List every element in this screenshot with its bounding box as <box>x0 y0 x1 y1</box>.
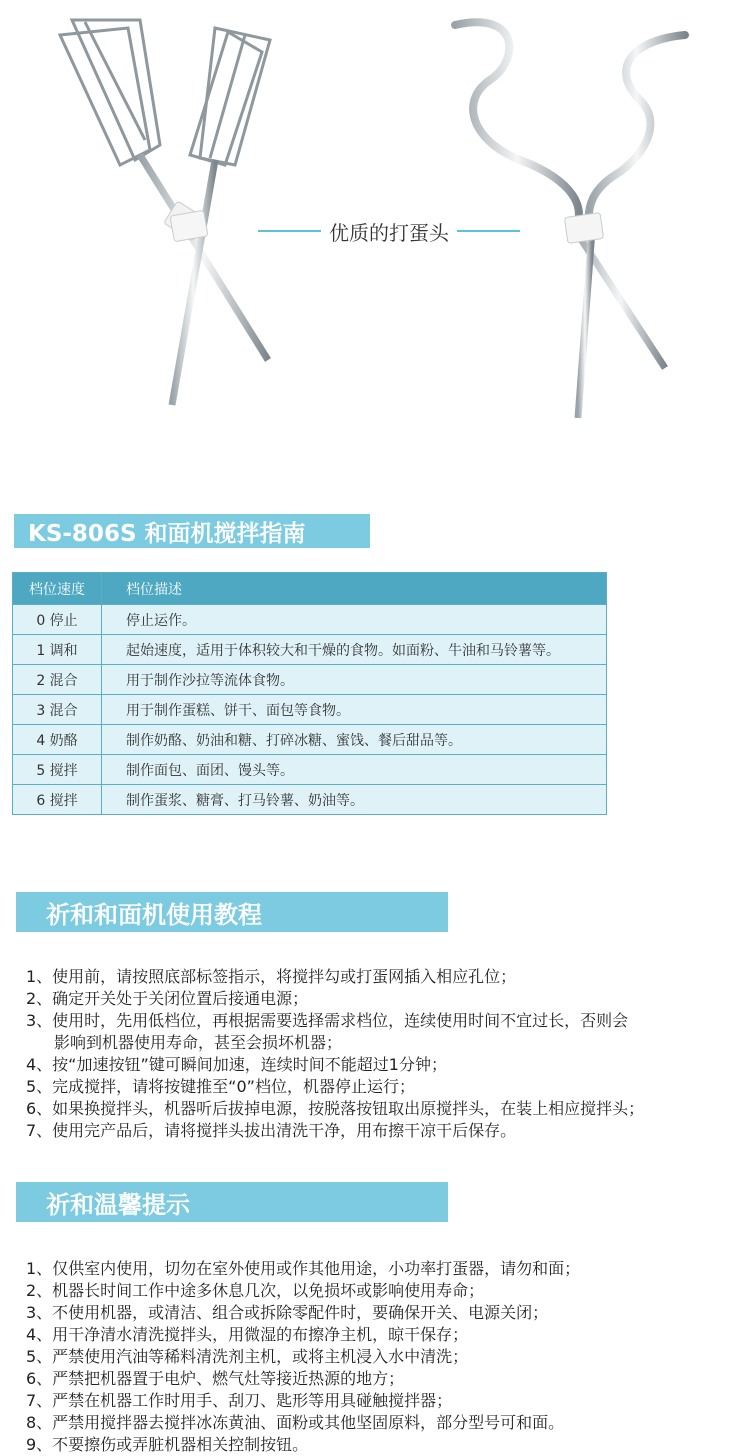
tutorial-title: 祈和和面机使用教程 <box>16 892 448 932</box>
row-speed: 4 奶酪 <box>13 725 102 755</box>
list-item: 5、严禁使用汽油等稀料清洗剂主机，或将主机浸入水中清洗； <box>26 1347 469 1366</box>
hero-caption <box>258 216 520 246</box>
row-speed: 0 停止 <box>13 605 102 635</box>
row-desc: 制作奶酪、奶油和糖、打碎冰糖、蜜饯、餐后甜品等。 <box>102 725 607 755</box>
list-item <box>26 988 726 1010</box>
list-item-continuation: 影响到机器使用寿命，甚至会损坏机器； <box>54 1033 343 1052</box>
table-header-row <box>13 573 607 605</box>
list-item-text: 2、确定开关处于关闭位置后接通电源； <box>26 989 309 1008</box>
table-row <box>13 755 607 785</box>
row-desc: 起始速度，适用于体积较大和干燥的食物。如面粉、牛油和马铃薯等。 <box>102 635 607 665</box>
row-desc: 制作面包、面团、馒头等。 <box>102 755 607 785</box>
tips-list <box>26 1258 726 1456</box>
caption-line-right <box>457 230 520 232</box>
list-item: 9、不要擦伤或弄脏机器相关控制按钮。 <box>26 1435 309 1454</box>
row-desc: 用于制作沙拉等流体食物。 <box>102 665 607 695</box>
row-speed: 2 混合 <box>13 665 102 695</box>
list-item <box>26 1010 726 1054</box>
table-row <box>13 695 607 725</box>
table-row <box>13 725 607 755</box>
gear-table <box>12 572 607 815</box>
list-item <box>26 1120 726 1142</box>
list-item-text: 3、使用时，先用低档位，再根据需要选择需求档位，连续使用时间不宜过长，否则会 <box>26 1011 629 1030</box>
row-speed: 6 搅拌 <box>13 785 102 815</box>
tips-title: 祈和温馨提示 <box>16 1182 448 1222</box>
list-item <box>26 966 726 988</box>
caption-line-left <box>258 230 321 232</box>
list-item: 8、严禁用搅拌器去搅拌冰冻黄油、面粉或其他坚固原料，部分型号可和面。 <box>26 1413 565 1432</box>
list-item <box>26 1076 726 1098</box>
list-item-text: 5、完成搅拌，请将按键推至“0”档位，机器停止运行； <box>26 1077 415 1096</box>
table-row <box>13 665 607 695</box>
list-item-text: 7、使用完产品后，请将搅拌头拔出清洗干净，用布擦干凉干后保存。 <box>26 1121 517 1140</box>
list-item <box>26 1098 726 1120</box>
list-item: 4、用干净清水清洗搅拌头，用微湿的布擦净主机，晾干保存； <box>26 1325 469 1344</box>
table-row <box>13 605 607 635</box>
list-item <box>26 1054 726 1076</box>
list-item: 2、机器长时间工作中途多休息几次，以免损坏或影响使用寿命； <box>26 1281 485 1300</box>
row-desc: 用于制作蛋糕、饼干、面包等食物。 <box>102 695 607 725</box>
row-desc: 停止运作。 <box>102 605 607 635</box>
row-desc: 制作蛋浆、糖膏、打马铃薯、奶油等。 <box>102 785 607 815</box>
list-item-text: 1、使用前，请按照底部标签指示，将搅拌勾或打蛋网插入相应孔位； <box>26 967 517 986</box>
caption-text: 优质的打蛋头 <box>329 220 449 245</box>
row-speed: 3 混合 <box>13 695 102 725</box>
list-item: 1、仅供室内使用，切勿在室外使用或作其他用途，小功率打蛋器，请勿和面； <box>26 1259 581 1278</box>
list-item-text: 6、如果换搅拌头，机器听后拔掉电源，按脱落按钮取出原搅拌头，在装上相应搅拌头； <box>26 1099 645 1118</box>
table-row <box>13 635 607 665</box>
header-desc: 档位描述 <box>102 573 607 605</box>
list-item: 3、不使用机器，或清洁、组合或拆除零配件时，要确保开关、电源关闭； <box>26 1303 549 1322</box>
table-row <box>13 785 607 815</box>
guide-title: KS-806S 和面机搅拌指南 <box>14 514 370 548</box>
list-item: 7、严禁在机器工作时用手、刮刀、匙形等用具碰触搅拌器； <box>26 1391 453 1410</box>
product-hero <box>0 0 750 440</box>
list-item-text: 4、按“加速按钮”键可瞬间加速，连续时间不能超过1分钟； <box>26 1055 447 1074</box>
row-speed: 5 搅拌 <box>13 755 102 785</box>
list-item: 6、严禁把机器置于电炉、燃气灶等接近热源的地方； <box>26 1369 405 1388</box>
row-speed: 1 调和 <box>13 635 102 665</box>
tutorial-list <box>26 966 726 1142</box>
header-speed: 档位速度 <box>13 573 102 605</box>
